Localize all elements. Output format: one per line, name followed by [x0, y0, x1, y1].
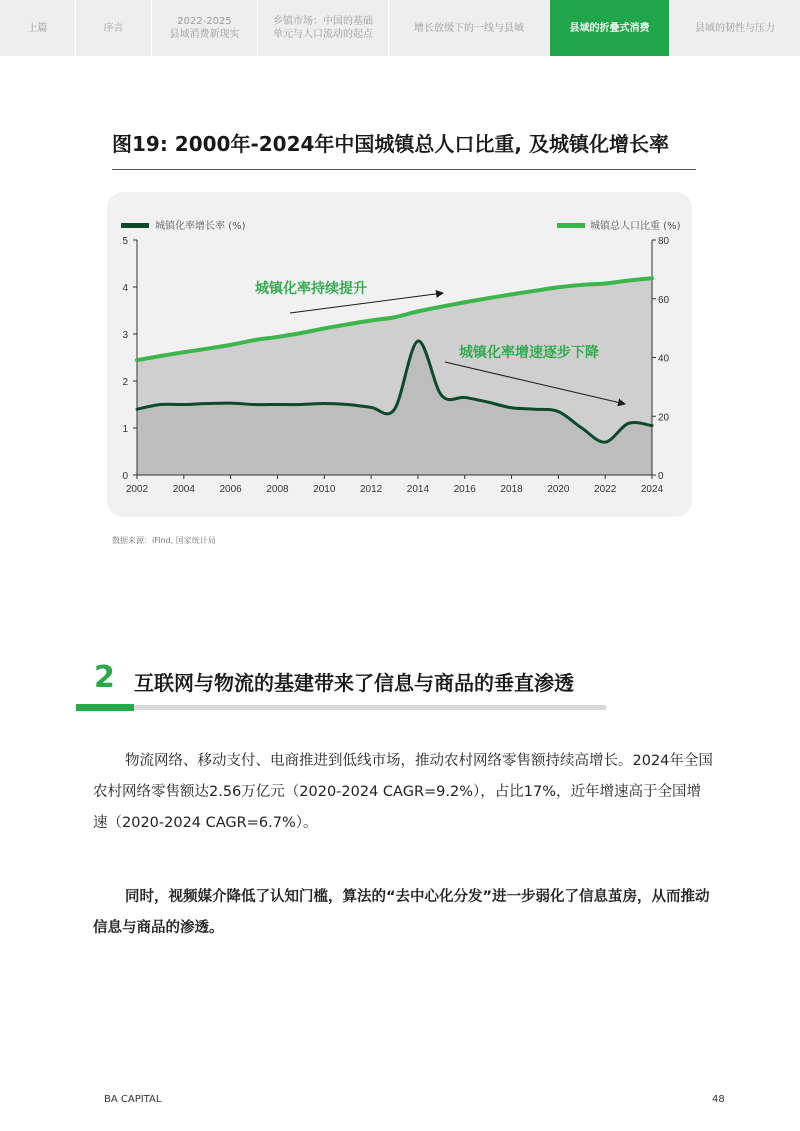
tab-county-consumption-reality[interactable]: 2022-2025 县域消费新现实 — [152, 0, 258, 56]
top-navigation — [0, 0, 800, 56]
x-tick-label: 2020 — [547, 484, 570, 495]
x-tick-label: 2006 — [219, 484, 242, 495]
data-source: 数据来源：iFind, 国家统计局 — [112, 536, 216, 545]
tab-county-resilience[interactable]: 县域的韧性与压力 — [695, 22, 775, 34]
right-tick-label: 20 — [658, 412, 670, 424]
page-number: 48 — [712, 1094, 725, 1105]
x-tick-label: 2002 — [125, 484, 149, 495]
body-paragraph-2: 同时，视频媒介降低了认知门槛，算法的“去中心化分发”进一步弱化了信息茧房，从而推动信息与商品的渗透。 — [93, 889, 710, 936]
annotation-slowing: 城镇化率增速逐步下降 — [459, 345, 599, 361]
x-tick-label: 2022 — [594, 484, 617, 495]
right-tick-label: 60 — [658, 294, 670, 306]
tab-folded-consumption[interactable]: 县域的折叠式消费 — [550, 0, 670, 56]
legend-label-growth: 城镇化率增长率 (%) — [155, 221, 246, 232]
x-tick-label: 2024 — [640, 484, 664, 495]
x-tick-label: 2018 — [500, 484, 523, 495]
left-tick-label: 5 — [122, 236, 128, 247]
body-paragraph-1: 物流网络、移动支付、电商推进到低线市场，推动农村网络零售额持续高增长。2024年全国农村网络零售额达2.56万亿元（2020-2024 CAGR=9.2%），占比17%，近年增速高于全国增速（2020-2024 CAGR=6.7%）。 — [93, 753, 713, 831]
x-tick-label: 2004 — [172, 484, 195, 495]
right-tick-label: 80 — [658, 236, 670, 247]
left-tick-label: 1 — [122, 424, 128, 435]
legend-swatch-share — [557, 223, 585, 228]
legend-label-share: 城镇总人口比重 (%) — [590, 221, 681, 232]
legend-swatch-growth — [121, 223, 149, 228]
left-tick-label: 3 — [122, 330, 128, 341]
left-tick-label: 0 — [122, 471, 128, 482]
tab-tier-one-and-county[interactable]: 增长放缓下的一线与县域 — [389, 0, 550, 56]
x-tick-label: 2014 — [406, 484, 430, 495]
x-tick-label: 2010 — [313, 484, 336, 495]
right-tick-label: 40 — [658, 353, 670, 365]
title-divider — [112, 169, 696, 170]
x-tick-label: 2016 — [453, 484, 476, 495]
right-tick-label: 0 — [658, 471, 664, 482]
left-tick-label: 2 — [122, 377, 128, 388]
urbanization-chart — [107, 192, 692, 517]
tab-part-one[interactable]: 上篇 — [0, 0, 76, 56]
footer-brand: BA CAPITAL — [104, 1094, 162, 1105]
figure-title: 图19: 2000年-2024年中国城镇总人口比重, 及城镇化增长率 — [112, 132, 669, 156]
chart-card — [107, 192, 692, 517]
section-underline — [76, 705, 606, 710]
section-number: 2 — [94, 660, 115, 695]
x-tick-label: 2008 — [266, 484, 289, 495]
annotation-rising: 城镇化率持续提升 — [255, 281, 367, 297]
tab-township-market[interactable]: 乡镇市场：中国的基础 单元与人口流动的起点 — [258, 0, 389, 56]
section-underline-accent — [76, 704, 134, 711]
section-title: 互联网与物流的基建带来了信息与商品的垂直渗透 — [134, 671, 574, 695]
left-tick-label: 4 — [122, 283, 128, 294]
tab-preface[interactable]: 序言 — [76, 0, 152, 56]
x-tick-label: 2012 — [359, 484, 383, 495]
